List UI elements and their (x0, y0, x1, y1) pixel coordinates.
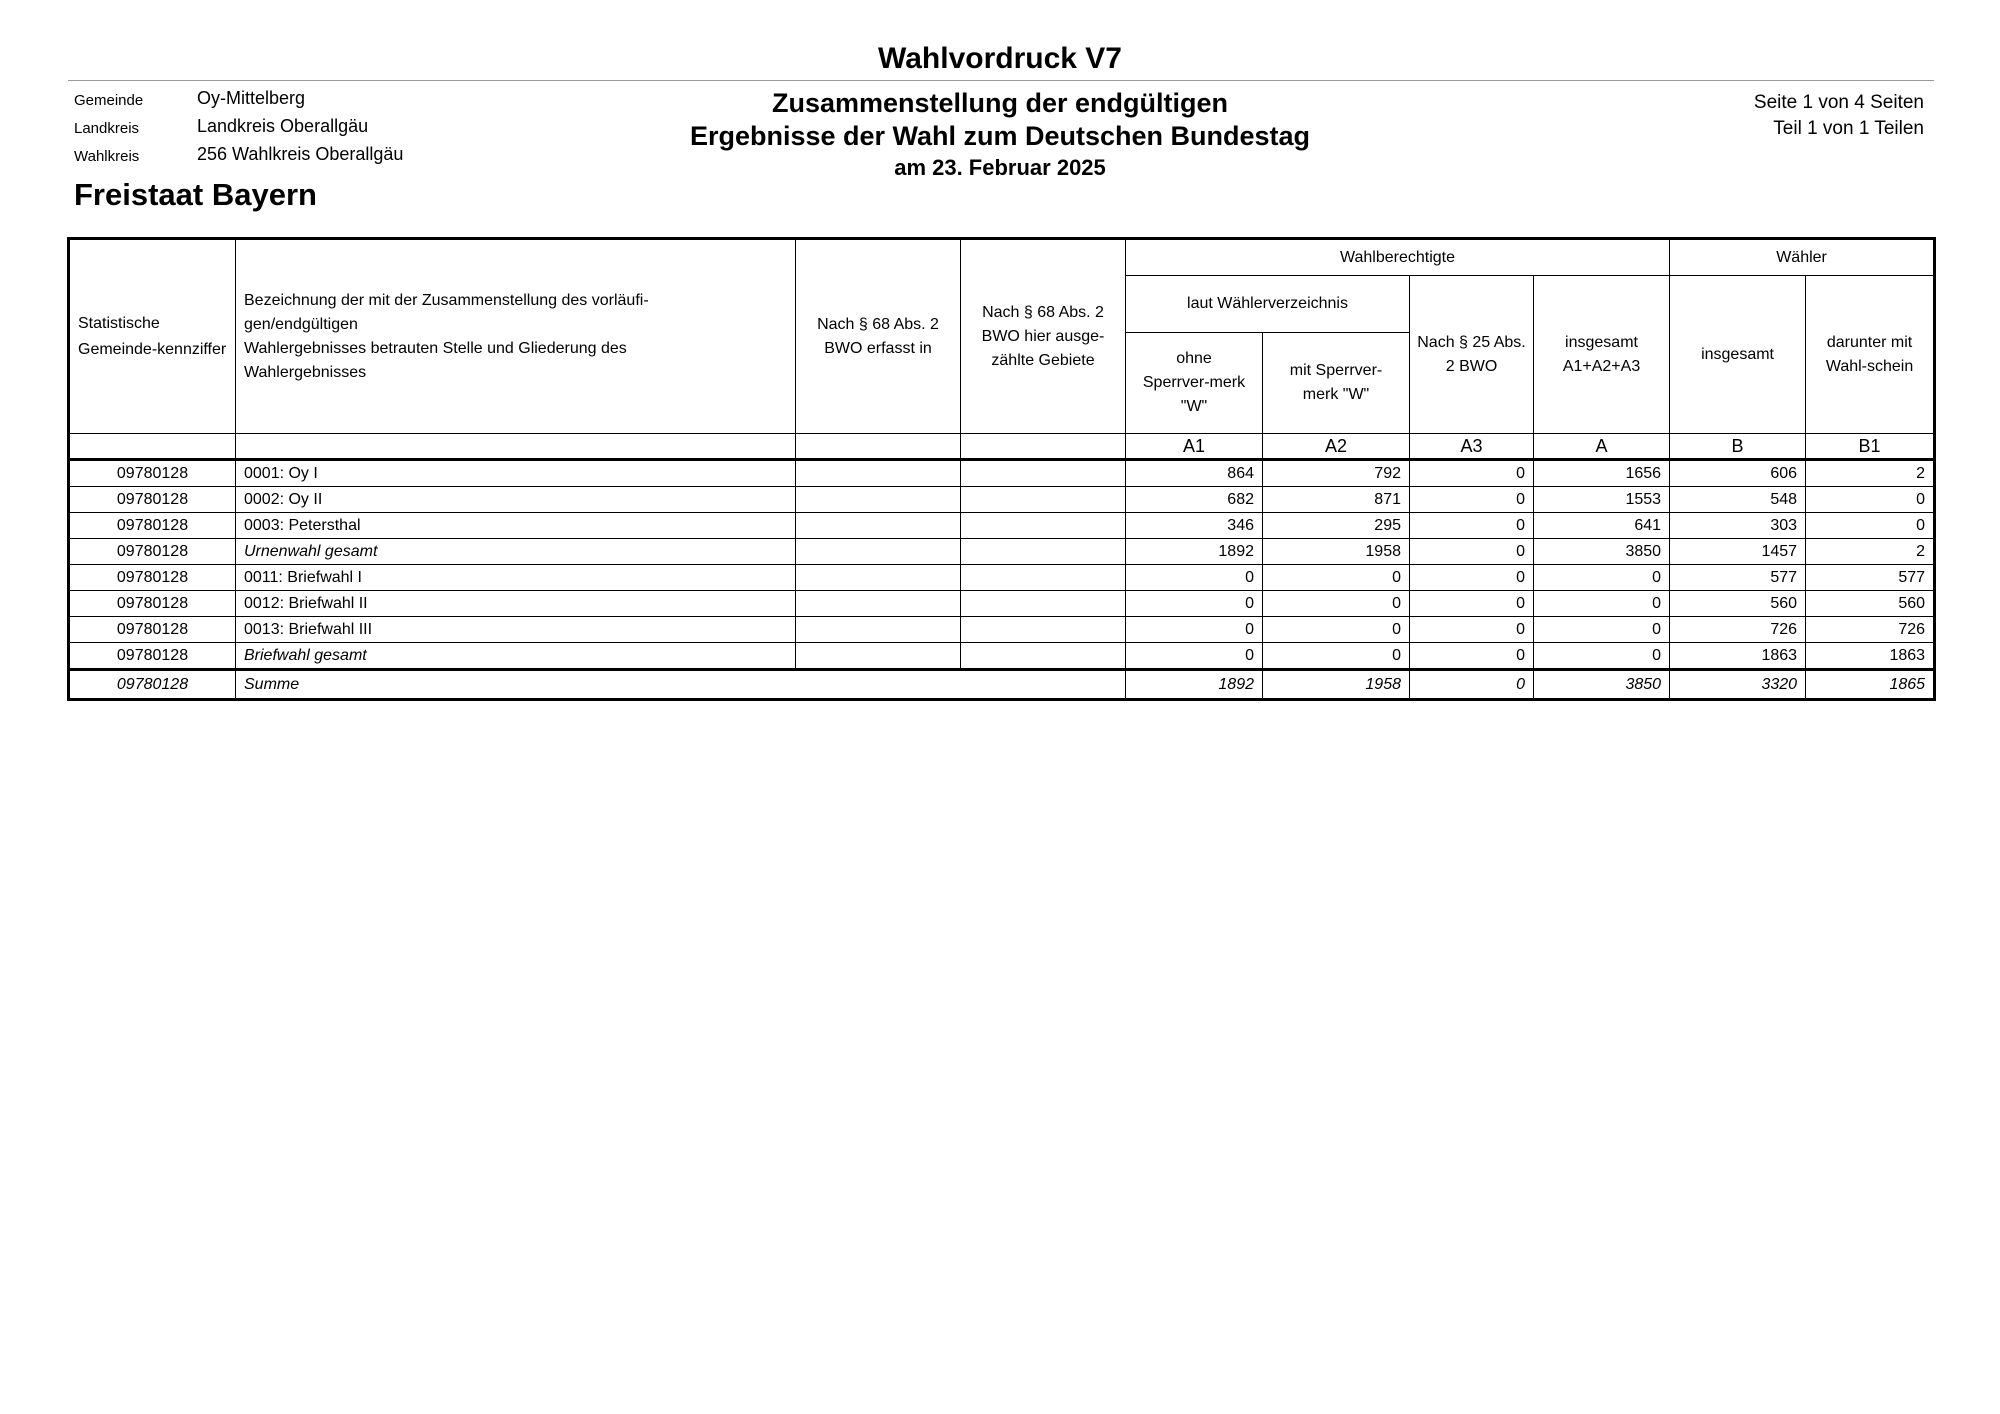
cell-bezeichnung: 0012: Briefwahl II (236, 591, 796, 617)
cell-a: 1656 (1534, 460, 1670, 487)
cell-kennziffer: 09780128 (69, 487, 236, 513)
cell-empty (961, 617, 1126, 643)
cell-b1: 0 (1806, 487, 1935, 513)
header-ohne-sperrvermerk: ohne Sperrver-merk "W" (1126, 333, 1263, 434)
cell-bezeichnung: 0011: Briefwahl I (236, 565, 796, 591)
cell-a: 3850 (1534, 539, 1670, 565)
cell-kennziffer: 09780128 (69, 460, 236, 487)
meta-value: Oy-Mittelberg (197, 88, 306, 108)
results-table (67, 237, 1936, 701)
page-count: Seite 1 von 4 Seiten (1753, 92, 1924, 113)
cell-a2: 1958 (1263, 539, 1410, 565)
cell-b1: 0 (1806, 513, 1935, 539)
cell-bezeichnung: 0003: Petersthal (236, 513, 796, 539)
header-bezeichnung (236, 239, 796, 434)
cell-empty (961, 565, 1126, 591)
header-mit-sperrvermerk: mit Sperrver-merk "W" (1263, 333, 1410, 434)
column-code: A3 (1410, 434, 1534, 460)
header-insgesamt-a: insgesamt A1+A2+A3 (1534, 276, 1670, 434)
cell-b: 303 (1670, 513, 1806, 539)
header-nach25: Nach § 25 Abs. 2 BWO (1410, 276, 1534, 434)
cell-empty (961, 460, 1126, 487)
cell-b1: 1863 (1806, 643, 1935, 670)
cell-empty (796, 460, 961, 487)
column-code: A2 (1263, 434, 1410, 460)
cell-empty (961, 591, 1126, 617)
cell-bezeichnung: Briefwahl gesamt (236, 643, 796, 670)
column-code-empty (69, 434, 236, 460)
cell-empty (796, 565, 961, 591)
cell-b: 3320 (1670, 670, 1806, 700)
header-bezeichnung-line: Wahlergebnisses betrauten Stelle und Gliederung des (244, 339, 627, 357)
page-info (1754, 90, 1924, 142)
column-code-row (69, 434, 1935, 460)
header-laut-verzeichnis: laut Wählerverzeichnis (1126, 276, 1410, 333)
election-date: am 23. Februar 2025 (894, 155, 1106, 180)
header-darunter-wahlschein: darunter mit Wahl-schein (1806, 276, 1935, 434)
cell-a: 1553 (1534, 487, 1670, 513)
cell-bezeichnung: 0001: Oy I (236, 460, 796, 487)
cell-empty (796, 487, 961, 513)
cell-a2: 0 (1263, 591, 1410, 617)
cell-empty (961, 643, 1126, 670)
cell-kennziffer: 09780128 (69, 513, 236, 539)
table-row-sum (69, 670, 1935, 700)
cell-a2: 792 (1263, 460, 1410, 487)
cell-empty (796, 591, 961, 617)
table-row (69, 513, 1935, 539)
cell-b: 1457 (1670, 539, 1806, 565)
cell-a2: 0 (1263, 565, 1410, 591)
header-bezeichnung-line: Bezeichnung der mit der Zusammenstellung des vorläufi- (244, 291, 649, 309)
cell-kennziffer: 09780128 (69, 670, 236, 700)
cell-a1: 1892 (1126, 670, 1263, 700)
cell-empty (961, 487, 1126, 513)
cell-a3: 0 (1410, 591, 1534, 617)
header-nach68-hier: Nach § 68 Abs. 2 BWO hier ausge-zählte Gebiete (961, 239, 1126, 434)
column-code-empty (236, 434, 796, 460)
meta-label: Gemeinde (74, 92, 144, 109)
table-row (69, 487, 1935, 513)
cell-bezeichnung: 0013: Briefwahl III (236, 617, 796, 643)
cell-b: 606 (1670, 460, 1806, 487)
cell-kennziffer: 09780128 (69, 643, 236, 670)
cell-a2: 295 (1263, 513, 1410, 539)
meta-value: Landkreis Oberallgäu (197, 116, 369, 136)
column-code: B (1670, 434, 1806, 460)
header-waehler: Wähler (1670, 239, 1935, 276)
state-name: Freistaat Bayern (74, 177, 317, 212)
header-bezeichnung-line: gen/endgültigen (244, 315, 358, 333)
column-code: A (1534, 434, 1670, 460)
cell-a: 0 (1534, 565, 1670, 591)
cell-b1: 1865 (1806, 670, 1935, 700)
cell-a1: 346 (1126, 513, 1263, 539)
cell-a1: 1892 (1126, 539, 1263, 565)
cell-b1: 2 (1806, 539, 1935, 565)
cell-a2: 1958 (1263, 670, 1410, 700)
cell-b: 560 (1670, 591, 1806, 617)
cell-bezeichnung: Urnenwahl gesamt (236, 539, 796, 565)
cell-a3: 0 (1410, 617, 1534, 643)
header-row-1 (69, 239, 1935, 276)
header-kennziffer: Statistische Gemeinde-kennziffer (69, 239, 236, 434)
meta-value: 256 Wahlkreis Oberallgäu (197, 144, 404, 164)
header-wahlberechtigte: Wahlberechtigte (1126, 239, 1670, 276)
cell-a2: 0 (1263, 617, 1410, 643)
cell-a3: 0 (1410, 513, 1534, 539)
table-row-subtotal (69, 539, 1935, 565)
cell-a: 0 (1534, 643, 1670, 670)
table-row (69, 460, 1935, 487)
cell-bezeichnung: Summe (236, 670, 1126, 700)
cell-a3: 0 (1410, 460, 1534, 487)
cell-a2: 0 (1263, 643, 1410, 670)
subtitle-line-1: Zusammenstellung der endgültigen (771, 88, 1229, 118)
column-code-empty (796, 434, 961, 460)
header-bezeichnung-line: Wahlergebnisses (244, 363, 367, 381)
part-count: Teil 1 von 1 Teilen (1773, 118, 1924, 139)
cell-a: 641 (1534, 513, 1670, 539)
cell-b1: 2 (1806, 460, 1935, 487)
cell-kennziffer: 09780128 (69, 591, 236, 617)
cell-kennziffer: 09780128 (69, 617, 236, 643)
table-row (69, 617, 1935, 643)
cell-empty (796, 643, 961, 670)
cell-empty (796, 539, 961, 565)
cell-a1: 0 (1126, 617, 1263, 643)
cell-b1: 726 (1806, 617, 1935, 643)
cell-kennziffer: 09780128 (69, 565, 236, 591)
cell-a: 3850 (1534, 670, 1670, 700)
cell-a3: 0 (1410, 487, 1534, 513)
cell-a1: 0 (1126, 643, 1263, 670)
cell-empty (961, 539, 1126, 565)
cell-kennziffer: 09780128 (69, 539, 236, 565)
cell-b: 577 (1670, 565, 1806, 591)
cell-a1: 0 (1126, 591, 1263, 617)
cell-b: 1863 (1670, 643, 1806, 670)
column-code: A1 (1126, 434, 1263, 460)
meta-label: Wahlkreis (74, 148, 140, 165)
cell-a3: 0 (1410, 643, 1534, 670)
table-row-subtotal (69, 643, 1935, 670)
column-code: B1 (1806, 434, 1935, 460)
column-code-empty (961, 434, 1126, 460)
cell-a3: 0 (1410, 539, 1534, 565)
document-title: Wahlvordruck V7 (878, 42, 1122, 75)
cell-a2: 871 (1263, 487, 1410, 513)
cell-bezeichnung: 0002: Oy II (236, 487, 796, 513)
header-nach68-erfasst: Nach § 68 Abs. 2 BWO erfasst in (796, 239, 961, 434)
cell-a3: 0 (1410, 670, 1534, 700)
cell-a: 0 (1534, 617, 1670, 643)
meta-label: Landkreis (74, 120, 140, 137)
header-insgesamt-b: insgesamt (1670, 276, 1806, 434)
cell-b1: 560 (1806, 591, 1935, 617)
cell-a1: 682 (1126, 487, 1263, 513)
cell-empty (796, 513, 961, 539)
table-row (69, 591, 1935, 617)
cell-a1: 864 (1126, 460, 1263, 487)
cell-b: 726 (1670, 617, 1806, 643)
title-divider (68, 80, 1934, 81)
table-row (69, 565, 1935, 591)
cell-a3: 0 (1410, 565, 1534, 591)
cell-b1: 577 (1806, 565, 1935, 591)
cell-b: 548 (1670, 487, 1806, 513)
cell-empty (961, 513, 1126, 539)
cell-empty (796, 617, 961, 643)
subtitle-line-2: Ergebnisse der Wahl zum Deutschen Bundestag (689, 121, 1311, 151)
cell-a1: 0 (1126, 565, 1263, 591)
cell-a: 0 (1534, 591, 1670, 617)
